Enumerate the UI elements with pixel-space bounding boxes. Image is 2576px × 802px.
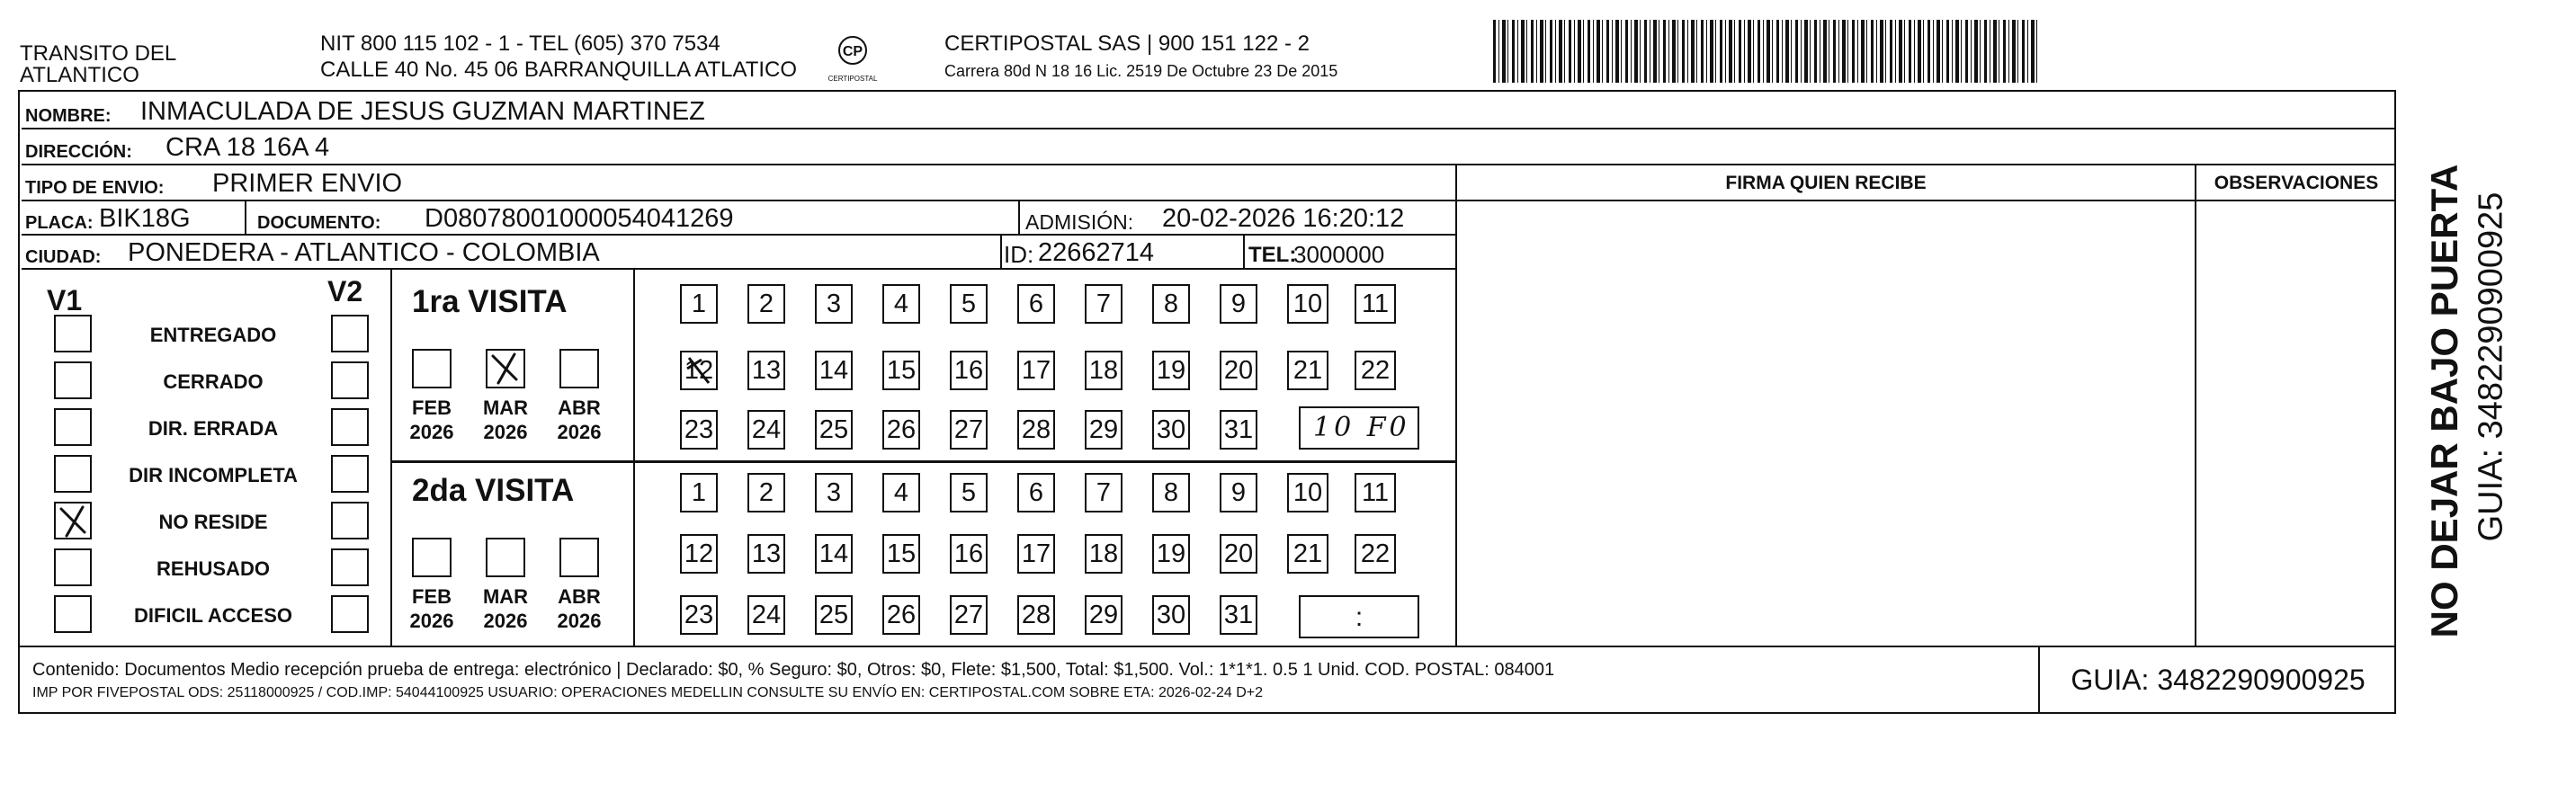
second-visit-day-box[interactable] — [1152, 534, 1190, 574]
second-visit-day-box[interactable] — [1355, 534, 1396, 574]
second-visit-day-box[interactable] — [1017, 534, 1055, 574]
first-visit-day-box[interactable] — [1017, 351, 1055, 390]
month-label — [548, 396, 611, 444]
reason-label: DIR. ERRADA — [148, 417, 279, 440]
first-visit-day-box[interactable] — [1085, 351, 1123, 390]
first-visit-day-box[interactable] — [815, 284, 853, 324]
admision-value: 20-02-2026 16:20:12 — [1162, 204, 1405, 233]
v1-checkbox[interactable] — [54, 502, 92, 539]
v1-checkbox[interactable] — [54, 361, 92, 399]
check-mark-icon — [487, 351, 522, 385]
first-visit-day-box[interactable] — [882, 351, 920, 390]
first-time-handwritten: 10 F0 — [1313, 412, 1410, 443]
month-label — [548, 584, 611, 633]
direccion-row — [22, 129, 2396, 165]
nombre-value: INMACULADA DE JESUS GUZMAN MARTINEZ — [140, 97, 705, 126]
day-number: 28 — [1021, 601, 1051, 629]
day-number: 11 — [1361, 478, 1390, 507]
reason-label: ENTREGADO — [149, 324, 277, 346]
month-label — [474, 396, 537, 444]
first-visit-day-box[interactable] — [1220, 284, 1257, 324]
v1-checkbox[interactable] — [54, 548, 92, 586]
first-visit-day-box[interactable] — [1017, 410, 1055, 450]
second-visit-day-box[interactable] — [1085, 473, 1123, 512]
signature-area[interactable] — [1459, 203, 2193, 646]
second-visit-day-box[interactable] — [1220, 534, 1257, 574]
ciudad-value: PONEDERA - ATLANTICO - COLOMBIA — [128, 238, 600, 267]
v2-checkbox[interactable] — [331, 548, 369, 586]
second-visit-day-box[interactable] — [950, 595, 988, 635]
second-visit-month-checkbox[interactable] — [412, 538, 452, 577]
second-visit-day-box[interactable] — [1152, 595, 1190, 635]
day-number: 7 — [1096, 478, 1112, 507]
footer-divider — [2038, 646, 2040, 714]
observaciones-label: OBSERVACIONES — [2214, 173, 2379, 193]
second-visit-day-box[interactable] — [1085, 595, 1123, 635]
first-visit-month-checkbox[interactable] — [559, 349, 599, 388]
month-name: ABR — [558, 397, 601, 419]
v2-label: V2 — [327, 275, 363, 307]
nombre-label: NOMBRE: — [25, 106, 112, 126]
check-mark-icon — [56, 503, 90, 538]
day-number: 17 — [1021, 539, 1051, 568]
v1-checkbox[interactable] — [54, 455, 92, 493]
tipo-label: TIPO DE ENVIO: — [25, 178, 165, 198]
second-visit-day-box[interactable] — [1152, 473, 1190, 512]
reason-label: DIR INCOMPLETA — [129, 464, 298, 486]
day-number: 22 — [1360, 356, 1391, 385]
side-guia: GUIA: 3482290900925 — [2472, 192, 2510, 542]
right-header-line — [1455, 200, 2394, 201]
second-visit-day-box[interactable] — [1017, 595, 1055, 635]
day-number: 25 — [818, 415, 849, 444]
day-number: 5 — [961, 478, 977, 507]
v2-checkbox[interactable] — [331, 408, 369, 446]
first-visit-day-box[interactable] — [1085, 284, 1123, 324]
nit-line: NIT 800 115 102 - 1 - TEL (605) 370 7534 — [320, 31, 720, 56]
day-number: 6 — [1028, 290, 1044, 318]
day-number: 19 — [1156, 356, 1186, 385]
first-visit-day-box[interactable] — [747, 351, 785, 390]
id-divider — [1000, 236, 1002, 270]
day-number: 11 — [1361, 290, 1390, 318]
second-visit-month-checkbox[interactable] — [486, 538, 525, 577]
second-visit-day-box[interactable] — [1287, 534, 1328, 574]
day-number: 15 — [886, 356, 917, 385]
first-visit-day-box[interactable] — [950, 410, 988, 450]
day-number: 30 — [1156, 601, 1186, 629]
day-number: 12 — [684, 356, 714, 385]
day-number: 28 — [1021, 415, 1051, 444]
day-number: 2 — [758, 478, 774, 507]
day-number: 3 — [826, 290, 842, 318]
reason-label: REHUSADO — [157, 557, 270, 580]
second-time-value: : — [1355, 602, 1364, 632]
first-visit-day-box[interactable] — [1017, 284, 1055, 324]
day-number: 17 — [1021, 356, 1051, 385]
second-visit-title: 2da VISITA — [412, 473, 575, 508]
tel-label: TEL: — [1248, 243, 1297, 267]
day-number: 13 — [751, 356, 782, 385]
status-divider — [390, 270, 392, 647]
v2-checkbox[interactable] — [331, 595, 369, 633]
day-number: 21 — [1292, 539, 1323, 568]
first-visit-day-box[interactable] — [1220, 351, 1257, 390]
tel-divider — [1243, 236, 1245, 270]
first-visit-day-box[interactable] — [680, 351, 718, 390]
contenido-line: Contenido: Documentos Medio recepción prueba de entrega: electrónico | Declarado: $0, % Seguro: $0, Otros: $0, Flete: $1,500, Total: $1,500. Vol.: 1*1*1. 0.5 1 Unid. COD. POSTAL: 084001 — [32, 660, 1555, 680]
documento-label: DOCUMENTO: — [257, 213, 381, 233]
day-number: 26 — [886, 415, 917, 444]
day-number: 20 — [1223, 539, 1254, 568]
second-visit-day-box[interactable] — [882, 595, 920, 635]
v2-checkbox[interactable] — [331, 361, 369, 399]
day-number: 16 — [953, 539, 984, 568]
sender-contact — [320, 31, 797, 83]
second-time-box[interactable] — [1299, 595, 1419, 638]
placa-divider — [245, 201, 246, 236]
day-number: 27 — [953, 415, 984, 444]
logo-text: CERTIPOSTAL — [827, 75, 878, 83]
first-visit-day-box[interactable] — [1287, 351, 1328, 390]
day-number: 1 — [691, 478, 707, 507]
month-name: FEB — [412, 397, 452, 419]
day-number: 19 — [1156, 539, 1186, 568]
day-number: 29 — [1088, 601, 1119, 629]
second-visit-day-box[interactable] — [815, 473, 853, 512]
day-number: 4 — [893, 290, 909, 318]
day-number: 30 — [1156, 415, 1186, 444]
day-number: 9 — [1230, 478, 1247, 507]
first-visit-day-box[interactable] — [1085, 410, 1123, 450]
svg-text:CP: CP — [842, 44, 863, 59]
month-name: FEB — [412, 585, 452, 608]
first-visit-day-box[interactable] — [1152, 351, 1190, 390]
day-number: 7 — [1096, 290, 1112, 318]
day-number: 25 — [818, 601, 849, 629]
day-number: 27 — [953, 601, 984, 629]
company-line: CERTIPOSTAL SAS | 900 151 122 - 2 — [944, 31, 1310, 56]
first-visit-day-box[interactable] — [1355, 284, 1396, 324]
second-visit-day-box[interactable] — [815, 534, 853, 574]
day-number: 14 — [818, 539, 849, 568]
license-line: Carrera 80d N 18 16 Lic. 2519 De Octubre 23 De 2015 — [944, 62, 1338, 80]
second-visit-day-box[interactable] — [950, 473, 988, 512]
day-number: 10 — [1292, 290, 1323, 318]
tel-value: 3000000 — [1293, 241, 1385, 268]
placa-value: BIK18G — [99, 204, 191, 233]
company-info — [944, 31, 1337, 85]
first-visit-day-box[interactable] — [1287, 284, 1328, 324]
day-number: 8 — [1163, 478, 1179, 507]
first-time-box[interactable] — [1299, 406, 1419, 450]
second-visit-day-box[interactable] — [747, 534, 785, 574]
month-year: 2026 — [557, 610, 602, 632]
placa-row — [22, 201, 1457, 236]
ciudad-row — [22, 236, 1457, 270]
second-visit-day-box[interactable] — [747, 473, 785, 512]
observaciones-area[interactable] — [2198, 203, 2394, 646]
sender-line-2: ATLANTICO — [20, 63, 139, 87]
day-number: 4 — [893, 478, 909, 507]
direccion-value: CRA 18 16A 4 — [165, 133, 330, 162]
firma-label: FIRMA QUIEN RECIBE — [1725, 173, 1927, 193]
month-name: ABR — [558, 585, 601, 608]
ciudad-label: CIUDAD: — [25, 247, 102, 267]
v1-label: V1 — [47, 284, 83, 316]
second-visit-day-box[interactable] — [1220, 595, 1257, 635]
no-dejar-warning: NO DEJAR BAJO PUERTA — [2423, 164, 2465, 638]
first-visit-day-box[interactable] — [882, 284, 920, 324]
documento-value: D08078001000054041269 — [425, 204, 734, 233]
day-number: 31 — [1223, 601, 1254, 629]
month-year: 2026 — [483, 610, 528, 632]
month-year: 2026 — [409, 421, 454, 443]
tipo-value: PRIMER ENVIO — [212, 169, 403, 198]
day-number: 20 — [1223, 356, 1254, 385]
day-number: 24 — [751, 601, 782, 629]
day-number: 16 — [953, 356, 984, 385]
visit-separator — [392, 460, 1455, 463]
day-number: 29 — [1088, 415, 1119, 444]
first-visit-day-box[interactable] — [882, 410, 920, 450]
v2-checkbox[interactable] — [331, 315, 369, 352]
second-visit-day-box[interactable] — [1355, 473, 1396, 512]
month-label — [400, 396, 463, 444]
second-visit-day-box[interactable] — [950, 534, 988, 574]
first-visit-day-box[interactable] — [1220, 410, 1257, 450]
day-number: 9 — [1230, 290, 1247, 318]
second-visit-month-checkbox[interactable] — [559, 538, 599, 577]
sender-name — [20, 43, 176, 86]
day-number: 23 — [684, 601, 714, 629]
first-visit-month-checkbox[interactable] — [412, 349, 452, 388]
day-number: 8 — [1163, 290, 1179, 318]
first-visit-day-box[interactable] — [950, 284, 988, 324]
direccion-label: DIRECCIÓN: — [25, 142, 132, 162]
day-number: 24 — [751, 415, 782, 444]
day-number: 6 — [1028, 478, 1044, 507]
second-visit-day-box[interactable] — [1017, 473, 1055, 512]
month-label — [400, 584, 463, 633]
second-visit-day-box[interactable] — [1085, 534, 1123, 574]
day-number: 2 — [758, 290, 774, 318]
day-number: 26 — [886, 601, 917, 629]
day-number: 1 — [691, 290, 707, 318]
firma-col-left-border — [1455, 165, 1457, 647]
first-visit-day-box[interactable] — [815, 351, 853, 390]
day-strike-icon — [682, 352, 718, 388]
day-number: 18 — [1088, 539, 1119, 568]
first-visit-month-checkbox[interactable] — [486, 349, 525, 388]
first-visit-day-box[interactable] — [950, 351, 988, 390]
logo-icon — [827, 34, 878, 70]
day-number: 31 — [1223, 415, 1254, 444]
v1-checkbox[interactable] — [54, 408, 92, 446]
month-year: 2026 — [483, 421, 528, 443]
month-year: 2026 — [557, 421, 602, 443]
address-line: CALLE 40 No. 45 06 BARRANQUILLA ATLATICO — [320, 58, 798, 82]
month-label — [474, 584, 537, 633]
day-number: 22 — [1360, 539, 1391, 568]
day-number: 13 — [751, 539, 782, 568]
admision-label: ADMISIÓN: — [1025, 210, 1134, 234]
first-visit-day-box[interactable] — [747, 410, 785, 450]
day-number: 18 — [1088, 356, 1119, 385]
day-number: 10 — [1292, 478, 1323, 507]
first-visit-day-box[interactable] — [1152, 410, 1190, 450]
first-visit-title: 1ra VISITA — [412, 284, 568, 319]
second-visit-day-box[interactable] — [1287, 473, 1328, 512]
certipostal-logo — [827, 34, 878, 85]
second-visit-day-box[interactable] — [882, 534, 920, 574]
barcode — [1493, 20, 2038, 83]
day-number: 12 — [684, 539, 714, 568]
nombre-row — [22, 92, 2396, 129]
first-visit-day-box[interactable] — [680, 410, 718, 450]
sender-line-1: TRANSITO DEL — [20, 41, 177, 66]
reason-label: CERRADO — [163, 370, 264, 393]
second-visit-day-box[interactable] — [680, 473, 718, 512]
first-visit-day-box[interactable] — [680, 284, 718, 324]
day-number: 3 — [826, 478, 842, 507]
guia-box: GUIA: 3482290900925 — [2071, 664, 2366, 696]
day-number: 14 — [818, 356, 849, 385]
first-visit-day-box[interactable] — [815, 410, 853, 450]
second-visit-day-box[interactable] — [815, 595, 853, 635]
v1-checkbox[interactable] — [54, 595, 92, 633]
month-year: 2026 — [409, 610, 454, 632]
first-visit-day-box[interactable] — [1355, 351, 1396, 390]
id-label: ID: — [1004, 241, 1034, 268]
calendar-divider — [633, 270, 635, 647]
second-visit-day-box[interactable] — [680, 534, 718, 574]
second-visit-day-box[interactable] — [680, 595, 718, 635]
first-visit-day-box[interactable] — [747, 284, 785, 324]
placa-label: PLACA: — [25, 213, 94, 233]
imp-line: IMP POR FIVEPOSTAL ODS: 25118000925 / COD.IMP: 54044100925 USUARIO: OPERACIONES MEDELLIN CONSULTE SU ENVÍO EN: CERTIPOSTAL.COM SOBRE ETA: 2026-02-24 D+2 — [32, 685, 1264, 700]
first-visit-day-box[interactable] — [1152, 284, 1190, 324]
day-number: 23 — [684, 415, 714, 444]
day-number: 21 — [1292, 356, 1323, 385]
admision-divider — [1018, 201, 1020, 236]
day-number: 5 — [961, 290, 977, 318]
v2-checkbox[interactable] — [331, 502, 369, 539]
reason-label: NO RESIDE — [158, 511, 268, 533]
obs-col-left-border — [2195, 165, 2196, 647]
id-value: 22662714 — [1038, 238, 1155, 267]
month-name: MAR — [482, 397, 529, 419]
v1-checkbox[interactable] — [54, 315, 92, 352]
month-name: MAR — [482, 585, 529, 608]
reason-label: DIFICIL ACCESO — [133, 604, 292, 627]
second-visit-day-box[interactable] — [747, 595, 785, 635]
second-visit-day-box[interactable] — [1220, 473, 1257, 512]
v2-checkbox[interactable] — [331, 455, 369, 493]
day-number: 15 — [886, 539, 917, 568]
second-visit-day-box[interactable] — [882, 473, 920, 512]
